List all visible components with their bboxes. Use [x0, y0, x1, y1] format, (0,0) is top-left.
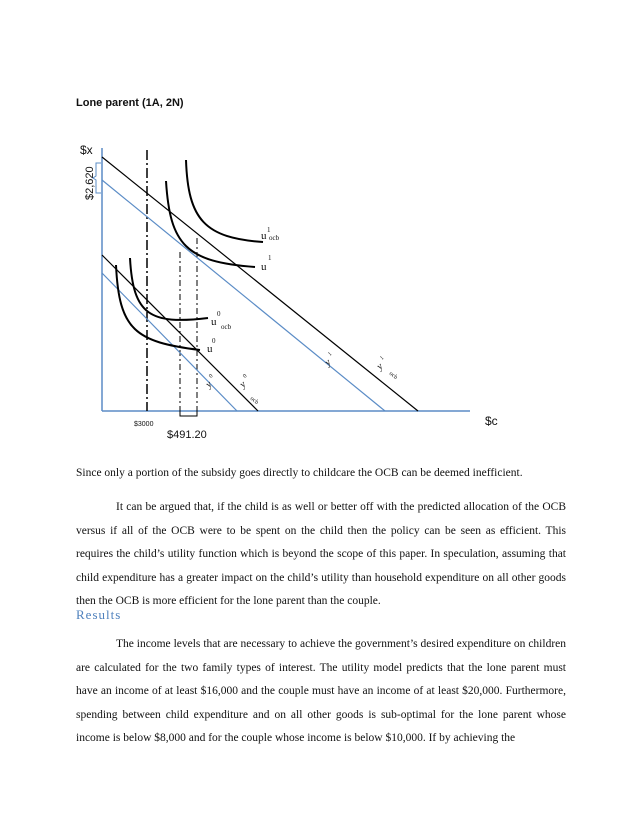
indifference-curve-u0-ocb [130, 258, 208, 320]
svg-text:y: y [374, 361, 386, 373]
paragraph-2-block [76, 496, 566, 614]
label-y1 [321, 351, 339, 369]
label-u1-ocb-sub: ocb [269, 234, 280, 242]
label-y0-ocb-sub: ocb [248, 395, 260, 406]
label-u1: u [261, 261, 267, 273]
label-u0: u [207, 343, 213, 355]
label-u1-ocb: u [261, 230, 267, 242]
y-axis-label: $x [80, 143, 93, 157]
indifference-curve-u0 [116, 265, 200, 350]
svg-text:y: y [322, 357, 334, 369]
paragraph-1: Since only a portion of the subsidy goes directly to childcare the OCB can be deemed inefficient. [76, 467, 523, 479]
indifference-curve-u1 [166, 181, 255, 267]
budget-line-y1-ocb [102, 157, 418, 411]
paragraph-3-block [76, 633, 566, 751]
svg-text:1: 1 [327, 351, 334, 358]
label-u1-sup: 1 [268, 254, 272, 262]
label-y0 [202, 373, 220, 391]
svg-text:y: y [237, 379, 249, 391]
paragraph-3: The income levels that are necessary to achieve the government’s desired expenditure on children are calculated for the two family types of interest. The utility model predicts that the lone parent must have an income of at least $16,000 and the couple must have an income of at least $20,000. Furthermore, spending between child expenditure and on all other goods is sub-optimal for the lone parent whose income is below $8,000 and for the couple whose income is below $10,000. If by achieving the [76, 638, 566, 744]
label-y0-ocb [236, 373, 254, 391]
y-axis-tick-value: $2,620 [84, 166, 96, 200]
label-u0-ocb-sub: ocb [221, 323, 232, 331]
figure-heading: Lone parent (1A, 2N) [76, 97, 184, 109]
label-u0-sup: 0 [212, 337, 216, 345]
x-axis-label: $c [485, 414, 498, 428]
paragraph-1-block [76, 462, 566, 486]
results-heading: Results [76, 607, 122, 622]
label-u1-ocb-sup: 1 [267, 226, 271, 234]
label-u0-ocb-sup: 0 [217, 310, 221, 318]
label-y1-ocb [373, 355, 391, 373]
svg-text:y: y [203, 379, 215, 391]
x-axis-bracket-value: $491.20 [167, 429, 207, 441]
indifference-curve-u1-ocb [186, 160, 263, 242]
paragraph-2: It can be argued that, if the child is as well or better off with the predicted allocation of the OCB versus if all of the OCB were to be spent on the child then the policy can be seen as efficient. This requires the child’s utility function which is beyond the scope of this paper. In speculation, assuming that child expenditure has a greater impact on the child’s utility than household expenditure on all other goods then the OCB is more efficient for the lone parent than the couple. [76, 501, 566, 607]
label-y1-ocb-sub: ocb [387, 370, 399, 381]
svg-text:0: 0 [208, 373, 215, 380]
label-u0-ocb: u [211, 316, 217, 328]
budget-line-y0 [102, 273, 237, 411]
svg-text:0: 0 [242, 373, 249, 380]
svg-text:1: 1 [379, 355, 386, 362]
x-axis-tick-small: $3000 [134, 421, 154, 428]
